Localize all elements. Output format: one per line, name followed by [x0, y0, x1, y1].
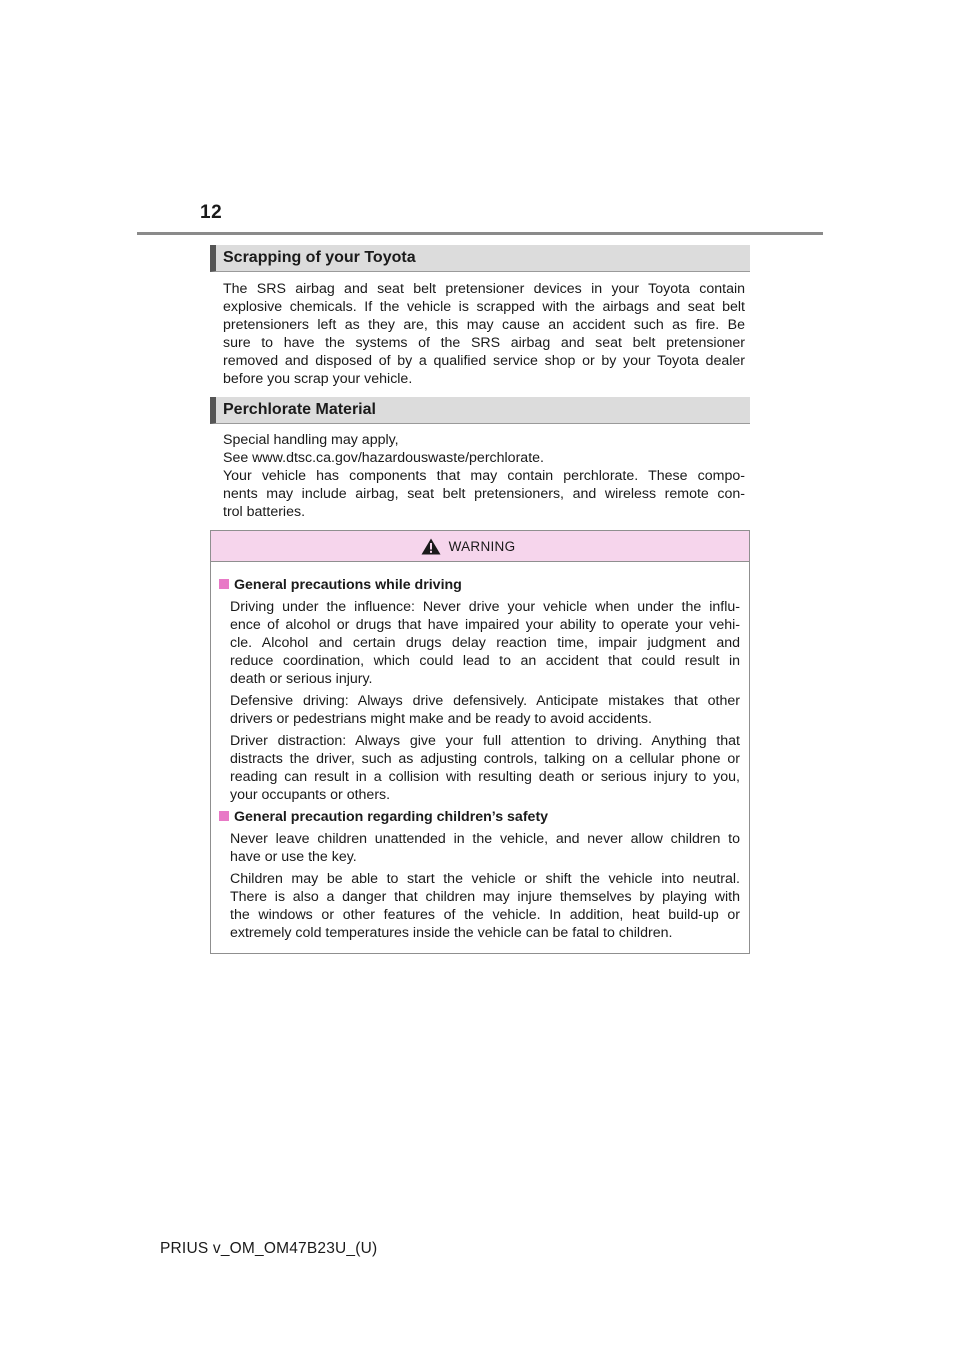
header-rule	[137, 232, 823, 235]
text-line: your occupants or others.	[230, 787, 391, 803]
warning-paragraph	[230, 732, 740, 804]
warning-item-title	[219, 808, 740, 826]
warning-paragraph	[230, 598, 740, 688]
text-line: explosive chemicals. If the vehicle is scrapped with the airbags and seat belt	[223, 299, 745, 315]
warning-item-title-text: General precautions while driving	[234, 577, 462, 593]
page-number: 12	[200, 202, 223, 223]
text-line: death or serious injury.	[230, 671, 373, 687]
text-line: reduce coordination, which could lead to an accident that could result in	[230, 653, 740, 669]
text-line: Defensive driving: Always drive defensively. Anticipate mistakes that other	[230, 693, 740, 709]
text-line: There is also a danger that children may injure themselves by playing with	[230, 889, 740, 905]
section-heading-scrapping: Scrapping of your Toyota	[210, 245, 750, 272]
text-line: Special handling may apply,	[223, 432, 399, 448]
text-line: removed and disposed of by a qualified service shop or by your Toyota dealer	[223, 353, 745, 369]
warning-paragraph	[230, 692, 740, 728]
text-line: cle. Alcohol and certain drugs delay reaction time, impair judgment and	[230, 635, 740, 651]
text-line: trol batteries.	[223, 504, 306, 520]
text-line: extremely cold temperatures inside the vehicle can be fatal to children.	[230, 925, 673, 941]
scrapping-paragraph	[223, 280, 745, 388]
square-bullet-icon	[219, 579, 229, 589]
text-line: ence of alcohol or drugs that have impaired your ability to operate your vehi-	[230, 617, 740, 633]
text-line: reading can result in a collision with resulting death or serious injury to you,	[230, 769, 740, 785]
warning-body	[211, 562, 749, 942]
section-heading-perchlorate: Perchlorate Material	[210, 397, 750, 424]
text-line: Driver distraction: Always give your full attention to driving. Anything that	[230, 733, 740, 749]
perchlorate-paragraph	[223, 431, 745, 521]
warning-header	[211, 531, 749, 562]
text-line: Driving under the influence: Never drive your vehicle when under the influ-	[230, 599, 740, 615]
text-line: Never leave children unattended in the vehicle, and never allow children to	[230, 831, 740, 847]
text-line: the windows or other features of the vehicle. In addition, heat build-up or	[230, 907, 740, 923]
warning-item-title-text: General precaution regarding children’s safety	[234, 809, 549, 825]
text-line: distracts the driver, such as adjusting controls, talking on a cellular phone or	[230, 751, 740, 767]
footer-document-code: PRIUS v_OM_OM47B23U_(U)	[160, 1240, 378, 1257]
text-line: Children may be able to start the vehicle or shift the vehicle into neutral.	[230, 871, 740, 887]
text-line: drivers or pedestrians might make and be ready to avoid accidents.	[230, 711, 652, 727]
warning-item-title	[219, 576, 740, 594]
warning-label: WARNING	[448, 538, 516, 554]
text-line: nents may include airbag, seat belt pretensioners, and wireless remote con-	[223, 486, 745, 502]
text-line: Your vehicle has components that may contain perchlorate. These compo-	[223, 468, 745, 484]
text-line: See www.dtsc.ca.gov/hazardouswaste/perchlorate.	[223, 450, 544, 466]
warning-paragraph	[230, 870, 740, 942]
warning-triangle-icon	[421, 538, 441, 555]
text-line: The SRS airbag and seat belt pretensioner devices in your Toyota contain	[223, 281, 745, 297]
text-line: before you scrap your vehicle.	[223, 371, 413, 387]
text-line: pretensioners left as they are, this may cause an accident such as fire. Be	[223, 317, 745, 333]
square-bullet-icon	[219, 811, 229, 821]
text-line: have or use the key.	[230, 849, 357, 865]
text-line: sure to have the systems of the SRS airbag and seat belt pretensioner	[223, 335, 745, 351]
warning-paragraph	[230, 830, 740, 866]
warning-box	[210, 530, 750, 954]
